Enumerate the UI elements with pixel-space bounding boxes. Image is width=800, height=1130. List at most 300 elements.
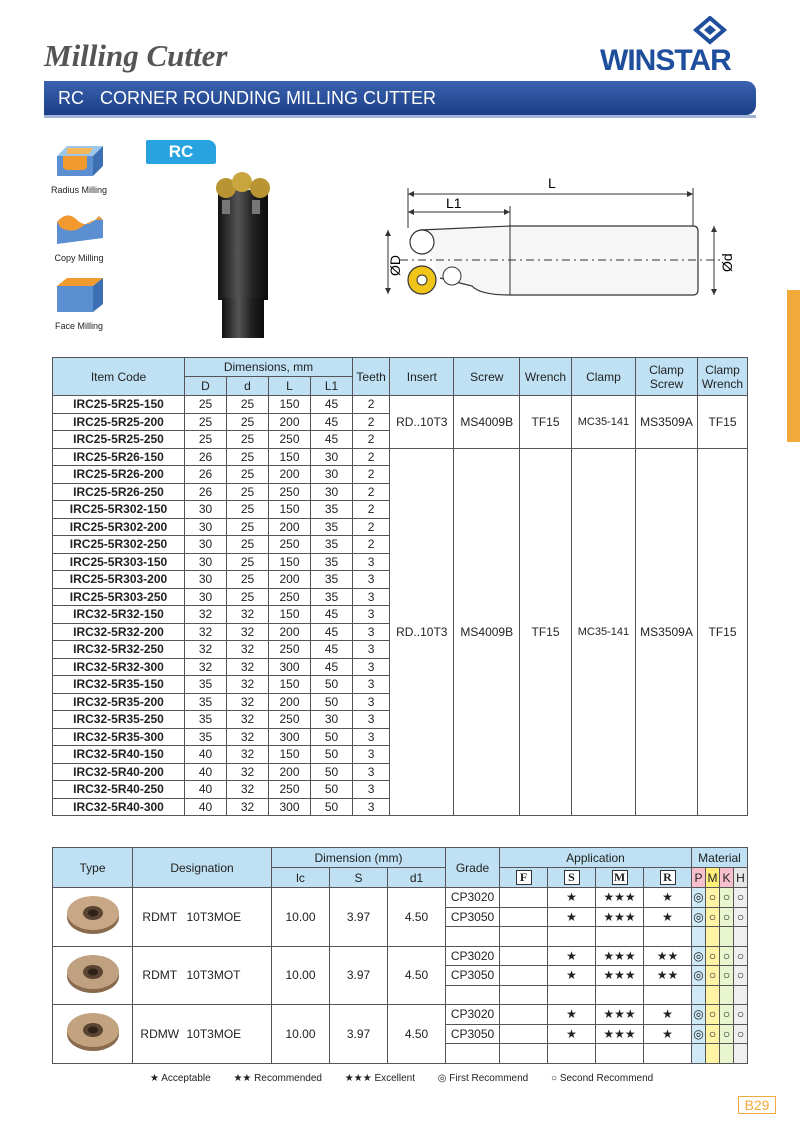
dimension-cell: 45 bbox=[311, 658, 353, 676]
tool-photo bbox=[208, 170, 278, 338]
item-code-cell: IRC25-5R26-150 bbox=[53, 448, 185, 466]
application-M-cell: ★★★ bbox=[596, 1024, 644, 1044]
dimension-cell: 35 bbox=[311, 501, 353, 519]
dimension-cell: 300 bbox=[269, 798, 311, 816]
dimension-cell: 25 bbox=[227, 483, 269, 501]
item-code-cell: IRC25-5R26-250 bbox=[53, 483, 185, 501]
dimension-cell: 45 bbox=[311, 606, 353, 624]
material-K-cell: ○ bbox=[720, 946, 734, 966]
dimension-cell: 50 bbox=[311, 746, 353, 764]
app-letter-M: M bbox=[612, 870, 628, 885]
legend bbox=[150, 1073, 673, 1084]
application-S-cell: ★ bbox=[548, 966, 596, 986]
material-K-cell: ○ bbox=[720, 1024, 734, 1044]
header-designation: Designation bbox=[133, 848, 272, 888]
dimension-cell: 32 bbox=[227, 798, 269, 816]
dimension-cell: 26 bbox=[185, 466, 227, 484]
legend-recommended: ★★ Recommended bbox=[233, 1073, 322, 1084]
dimension-cell: 3 bbox=[353, 728, 390, 746]
header-insert: Insert bbox=[390, 358, 454, 396]
material-P-cell bbox=[692, 985, 706, 1005]
dimension-cell: 30 bbox=[185, 571, 227, 589]
cutter-drawing bbox=[380, 168, 740, 308]
dimension-cell: 32 bbox=[227, 676, 269, 694]
dimension-cell: 25 bbox=[185, 431, 227, 449]
dimension-cell: 50 bbox=[311, 781, 353, 799]
dimension-cell: 3 bbox=[353, 623, 390, 641]
dimension-cell: 250 bbox=[269, 536, 311, 554]
accessory-wrench-cell: TF15 bbox=[520, 396, 572, 449]
insert-row bbox=[53, 888, 748, 908]
page-title: Milling Cutter bbox=[44, 38, 228, 73]
application-F-cell bbox=[500, 927, 548, 947]
item-code-cell: IRC32-5R32-150 bbox=[53, 606, 185, 624]
grade-cell: CP3050 bbox=[446, 966, 500, 986]
dimension-cell: 30 bbox=[185, 518, 227, 536]
insert-series-cell: RDMW bbox=[133, 1005, 187, 1064]
material-M-cell: ○ bbox=[706, 907, 720, 927]
dimension-cell: 35 bbox=[311, 518, 353, 536]
header-mat-P: P bbox=[692, 868, 706, 888]
header-app-R bbox=[644, 868, 692, 888]
dimension-cell: 30 bbox=[311, 466, 353, 484]
dimension-cell: 50 bbox=[311, 676, 353, 694]
insert-series-cell: RDMT bbox=[133, 888, 187, 947]
application-S-cell: ★ bbox=[548, 946, 596, 966]
dimension-cell: 200 bbox=[269, 413, 311, 431]
item-code-cell: IRC25-5R302-150 bbox=[53, 501, 185, 519]
application-R-cell bbox=[644, 1044, 692, 1064]
insert-photo-cell bbox=[53, 888, 133, 947]
dimension-cell: 32 bbox=[227, 641, 269, 659]
material-P-cell: ◎ bbox=[692, 907, 706, 927]
dimension-cell: 32 bbox=[227, 781, 269, 799]
insert-code-cell: 10T3MOE bbox=[187, 1005, 272, 1064]
insert-table bbox=[52, 847, 748, 1064]
dimension-cell: 3 bbox=[353, 658, 390, 676]
insert-photo-cell bbox=[53, 1005, 133, 1064]
dimension-cell: 250 bbox=[269, 711, 311, 729]
insert-lc-cell: 10.00 bbox=[272, 888, 330, 947]
application-M-cell: ★★★ bbox=[596, 907, 644, 927]
material-K-cell: ○ bbox=[720, 888, 734, 908]
dimension-cell: 25 bbox=[227, 553, 269, 571]
application-R-cell: ★ bbox=[644, 907, 692, 927]
dimension-cell: 200 bbox=[269, 763, 311, 781]
material-H-cell: ○ bbox=[734, 1024, 748, 1044]
application-S-cell: ★ bbox=[548, 1024, 596, 1044]
dimension-cell: 200 bbox=[269, 623, 311, 641]
dimension-cell: 35 bbox=[311, 571, 353, 589]
header-app-S bbox=[548, 868, 596, 888]
icon-label: Face Milling bbox=[54, 321, 103, 331]
application-M-cell: ★★★ bbox=[596, 946, 644, 966]
header-grade: Grade bbox=[446, 848, 500, 888]
dimension-cell: 25 bbox=[227, 396, 269, 414]
header-D: D bbox=[185, 377, 227, 396]
application-M-cell bbox=[596, 985, 644, 1005]
material-K-cell: ○ bbox=[720, 907, 734, 927]
dimension-cell: 200 bbox=[269, 693, 311, 711]
dimension-cell: 3 bbox=[353, 571, 390, 589]
accessory-clamp-cell: MC35-141 bbox=[571, 396, 635, 449]
dimension-cell: 30 bbox=[311, 711, 353, 729]
accessory-screw-cell: MS4009B bbox=[454, 396, 520, 449]
item-code-cell: IRC25-5R303-200 bbox=[53, 571, 185, 589]
material-M-cell bbox=[706, 985, 720, 1005]
application-F-cell bbox=[500, 1024, 548, 1044]
table-row bbox=[53, 448, 748, 466]
item-code-cell: IRC32-5R35-200 bbox=[53, 693, 185, 711]
dimension-cell: 3 bbox=[353, 606, 390, 624]
item-code-cell: IRC32-5R32-250 bbox=[53, 641, 185, 659]
item-code-cell: IRC25-5R302-250 bbox=[53, 536, 185, 554]
radius-milling-icon bbox=[53, 138, 105, 178]
application-F-cell bbox=[500, 985, 548, 1005]
material-H-cell: ○ bbox=[734, 907, 748, 927]
insert-row bbox=[53, 946, 748, 966]
accessory-clamp-screw-cell: MS3509A bbox=[636, 396, 698, 449]
dimension-cell: 3 bbox=[353, 746, 390, 764]
insert-code-cell: 10T3MOT bbox=[187, 946, 272, 1005]
material-M-cell bbox=[706, 927, 720, 947]
dimension-cell: 35 bbox=[185, 676, 227, 694]
material-H-cell bbox=[734, 1044, 748, 1064]
dimension-cell: 32 bbox=[227, 728, 269, 746]
dimension-cell: 150 bbox=[269, 448, 311, 466]
page-number: B29 bbox=[738, 1096, 776, 1114]
dimension-cell: 32 bbox=[185, 623, 227, 641]
app-letter-F: F bbox=[516, 870, 532, 885]
dimension-cell: 25 bbox=[185, 413, 227, 431]
logo-text: WINSTAR bbox=[600, 44, 731, 77]
dimension-cell: 3 bbox=[353, 798, 390, 816]
material-K-cell bbox=[720, 927, 734, 947]
application-R-cell bbox=[644, 927, 692, 947]
dimension-cell: 150 bbox=[269, 676, 311, 694]
item-code-cell: IRC32-5R40-250 bbox=[53, 781, 185, 799]
item-code-cell: IRC25-5R26-200 bbox=[53, 466, 185, 484]
dimension-cell: 150 bbox=[269, 396, 311, 414]
application-F-cell bbox=[500, 1044, 548, 1064]
application-F-cell bbox=[500, 966, 548, 986]
dimension-cell: 25 bbox=[185, 396, 227, 414]
dimension-cell: 50 bbox=[311, 798, 353, 816]
dimension-cell: 26 bbox=[185, 448, 227, 466]
item-code-cell: IRC32-5R35-250 bbox=[53, 711, 185, 729]
legend-excellent: ★★★ Excellent bbox=[344, 1073, 416, 1084]
accessory-insert-cell: RD..10T3 bbox=[390, 448, 454, 816]
header-type: Type bbox=[53, 848, 133, 888]
material-P-cell: ◎ bbox=[692, 946, 706, 966]
application-R-cell: ★★ bbox=[644, 966, 692, 986]
header-clamp: Clamp bbox=[571, 358, 635, 396]
dimension-cell: 2 bbox=[353, 448, 390, 466]
material-K-cell bbox=[720, 1044, 734, 1064]
grade-cell bbox=[446, 1044, 500, 1064]
accessory-clamp-wrench-cell: TF15 bbox=[698, 448, 748, 816]
header-screw: Screw bbox=[454, 358, 520, 396]
banner-code: RC bbox=[58, 88, 84, 108]
dimension-cell: 200 bbox=[269, 466, 311, 484]
application-F-cell bbox=[500, 946, 548, 966]
radius-milling-block bbox=[48, 138, 110, 195]
dimension-cell: 35 bbox=[185, 711, 227, 729]
insert-photo-cell bbox=[53, 946, 133, 1005]
dimension-cell: 250 bbox=[269, 483, 311, 501]
item-code-cell: IRC25-5R25-150 bbox=[53, 396, 185, 414]
banner-underline bbox=[44, 115, 756, 118]
dimension-cell: 35 bbox=[311, 588, 353, 606]
product-tag: RC bbox=[146, 140, 216, 164]
dimension-cell: 25 bbox=[227, 501, 269, 519]
application-R-cell: ★ bbox=[644, 888, 692, 908]
application-M-cell: ★★★ bbox=[596, 1005, 644, 1025]
header-d: d bbox=[227, 377, 269, 396]
dimension-cell: 45 bbox=[311, 641, 353, 659]
dimension-cell: 32 bbox=[185, 641, 227, 659]
dimension-cell: 250 bbox=[269, 431, 311, 449]
dim-D-label: ØD bbox=[387, 255, 403, 276]
dimension-cell: 30 bbox=[185, 553, 227, 571]
material-H-cell: ○ bbox=[734, 966, 748, 986]
header-teeth: Teeth bbox=[353, 358, 390, 396]
dimension-cell: 40 bbox=[185, 746, 227, 764]
insert-S-cell: 3.97 bbox=[330, 1005, 388, 1064]
material-H-cell bbox=[734, 927, 748, 947]
material-K-cell: ○ bbox=[720, 966, 734, 986]
dimension-cell: 32 bbox=[227, 606, 269, 624]
dimension-cell: 32 bbox=[227, 746, 269, 764]
dimension-cell: 30 bbox=[185, 536, 227, 554]
dimension-cell: 200 bbox=[269, 518, 311, 536]
dimension-cell: 32 bbox=[227, 763, 269, 781]
dimension-cell: 50 bbox=[311, 763, 353, 781]
app-letter-S: S bbox=[564, 870, 580, 885]
header-item-code: Item Code bbox=[53, 358, 185, 396]
accessory-clamp-screw-cell: MS3509A bbox=[636, 448, 698, 816]
item-code-cell: IRC32-5R32-200 bbox=[53, 623, 185, 641]
dimension-cell: 250 bbox=[269, 641, 311, 659]
header-d1: d1 bbox=[388, 868, 446, 888]
dimension-cell: 25 bbox=[227, 536, 269, 554]
grade-cell: CP3050 bbox=[446, 907, 500, 927]
insert-S-cell: 3.97 bbox=[330, 888, 388, 947]
header-mat-H: H bbox=[734, 868, 748, 888]
dimension-cell: 2 bbox=[353, 518, 390, 536]
dimension-cell: 30 bbox=[311, 483, 353, 501]
application-S-cell: ★ bbox=[548, 907, 596, 927]
material-P-cell: ◎ bbox=[692, 1005, 706, 1025]
dimension-cell: 2 bbox=[353, 413, 390, 431]
dimension-cell: 3 bbox=[353, 641, 390, 659]
dimension-cell: 26 bbox=[185, 483, 227, 501]
accessory-insert-cell: RD..10T3 bbox=[390, 396, 454, 449]
application-R-cell: ★ bbox=[644, 1024, 692, 1044]
legend-acceptable: ★ Acceptable bbox=[150, 1073, 211, 1084]
dimension-cell: 32 bbox=[185, 658, 227, 676]
dimension-cell: 32 bbox=[227, 623, 269, 641]
application-S-cell: ★ bbox=[548, 888, 596, 908]
dimension-cell: 50 bbox=[311, 693, 353, 711]
application-F-cell bbox=[500, 907, 548, 927]
table-row bbox=[53, 396, 748, 414]
item-code-cell: IRC32-5R35-150 bbox=[53, 676, 185, 694]
dimension-cell: 3 bbox=[353, 763, 390, 781]
dimension-cell: 2 bbox=[353, 396, 390, 414]
dimension-cell: 40 bbox=[185, 763, 227, 781]
item-code-cell: IRC25-5R302-200 bbox=[53, 518, 185, 536]
header-L1: L1 bbox=[311, 377, 353, 396]
grade-cell: CP3050 bbox=[446, 1024, 500, 1044]
material-M-cell: ○ bbox=[706, 946, 720, 966]
application-R-cell: ★★ bbox=[644, 946, 692, 966]
item-code-cell: IRC25-5R25-250 bbox=[53, 431, 185, 449]
grade-cell: CP3020 bbox=[446, 946, 500, 966]
header-clamp-screw: Clamp Screw bbox=[636, 358, 698, 396]
dimension-cell: 25 bbox=[227, 466, 269, 484]
item-code-cell: IRC25-5R303-250 bbox=[53, 588, 185, 606]
header-mat-K: K bbox=[720, 868, 734, 888]
material-M-cell: ○ bbox=[706, 1005, 720, 1025]
dimension-cell: 25 bbox=[227, 431, 269, 449]
insert-d1-cell: 4.50 bbox=[388, 1005, 446, 1064]
dimension-cell: 300 bbox=[269, 658, 311, 676]
accessory-clamp-cell: MC35-141 bbox=[571, 448, 635, 816]
item-code-cell: IRC25-5R303-150 bbox=[53, 553, 185, 571]
header-dimension: Dimension (mm) bbox=[272, 848, 446, 868]
header-application: Application bbox=[500, 848, 692, 868]
banner-title: CORNER ROUNDING MILLING CUTTER bbox=[100, 88, 437, 108]
insert-d1-cell: 4.50 bbox=[388, 946, 446, 1005]
insert-photo-icon bbox=[62, 893, 124, 937]
insert-lc-cell: 10.00 bbox=[272, 946, 330, 1005]
dimension-cell: 40 bbox=[185, 798, 227, 816]
dimension-cell: 3 bbox=[353, 711, 390, 729]
dimension-cell: 250 bbox=[269, 781, 311, 799]
application-F-cell bbox=[500, 888, 548, 908]
accessory-clamp-wrench-cell: TF15 bbox=[698, 396, 748, 449]
dimension-cell: 150 bbox=[269, 746, 311, 764]
header-wrench: Wrench bbox=[520, 358, 572, 396]
material-P-cell: ◎ bbox=[692, 888, 706, 908]
dimension-cell: 30 bbox=[185, 501, 227, 519]
dimension-cell: 150 bbox=[269, 606, 311, 624]
material-K-cell: ○ bbox=[720, 1005, 734, 1025]
material-M-cell bbox=[706, 1044, 720, 1064]
dimension-cell: 40 bbox=[185, 781, 227, 799]
dimension-cell: 200 bbox=[269, 571, 311, 589]
header-S: S bbox=[330, 868, 388, 888]
dimension-cell: 50 bbox=[311, 728, 353, 746]
dimension-cell: 30 bbox=[311, 448, 353, 466]
application-R-cell bbox=[644, 985, 692, 1005]
legend-second: ○ Second Recommend bbox=[551, 1073, 654, 1084]
dimension-cell: 32 bbox=[227, 693, 269, 711]
insert-photo-icon bbox=[62, 1010, 124, 1054]
face-milling-icon bbox=[53, 274, 105, 314]
app-letter-R: R bbox=[660, 870, 676, 885]
dimension-cell: 3 bbox=[353, 676, 390, 694]
header-app-M bbox=[596, 868, 644, 888]
dim-L-label: L bbox=[548, 175, 556, 191]
dim-L1-label: L1 bbox=[446, 195, 462, 211]
grade-cell bbox=[446, 985, 500, 1005]
face-milling-block bbox=[48, 274, 110, 331]
item-code-cell: IRC32-5R35-300 bbox=[53, 728, 185, 746]
copy-milling-block bbox=[48, 206, 110, 263]
dimension-cell: 2 bbox=[353, 466, 390, 484]
material-H-cell: ○ bbox=[734, 1005, 748, 1025]
insert-d1-cell: 4.50 bbox=[388, 888, 446, 947]
application-S-cell: ★ bbox=[548, 1005, 596, 1025]
grade-cell: CP3020 bbox=[446, 888, 500, 908]
material-H-cell bbox=[734, 985, 748, 1005]
material-K-cell bbox=[720, 985, 734, 1005]
dimension-cell: 25 bbox=[227, 413, 269, 431]
insert-series-cell: RDMT bbox=[133, 946, 187, 1005]
dimension-cell: 150 bbox=[269, 501, 311, 519]
application-M-cell: ★★★ bbox=[596, 966, 644, 986]
dimension-cell: 45 bbox=[311, 396, 353, 414]
insert-lc-cell: 10.00 bbox=[272, 1005, 330, 1064]
item-code-cell: IRC32-5R32-300 bbox=[53, 658, 185, 676]
insert-row bbox=[53, 1005, 748, 1025]
grade-cell: CP3020 bbox=[446, 1005, 500, 1025]
section-banner bbox=[44, 81, 756, 115]
item-code-cell: IRC32-5R40-200 bbox=[53, 763, 185, 781]
dimension-cell: 150 bbox=[269, 553, 311, 571]
dimension-cell: 25 bbox=[227, 571, 269, 589]
item-code-cell: IRC25-5R25-200 bbox=[53, 413, 185, 431]
dimension-cell: 35 bbox=[185, 693, 227, 711]
application-F-cell bbox=[500, 1005, 548, 1025]
dimension-cell: 25 bbox=[227, 588, 269, 606]
side-tab bbox=[787, 290, 800, 442]
item-code-cell: IRC32-5R40-150 bbox=[53, 746, 185, 764]
header-clamp-wrench: Clamp Wrench bbox=[698, 358, 748, 396]
material-M-cell: ○ bbox=[706, 1024, 720, 1044]
dimension-cell: 30 bbox=[185, 588, 227, 606]
dimension-cell: 32 bbox=[227, 711, 269, 729]
dimension-cell: 2 bbox=[353, 501, 390, 519]
dimension-cell: 250 bbox=[269, 588, 311, 606]
application-M-cell: ★★★ bbox=[596, 888, 644, 908]
header-lc: lc bbox=[272, 868, 330, 888]
dimension-cell: 25 bbox=[227, 448, 269, 466]
material-M-cell: ○ bbox=[706, 888, 720, 908]
accessory-wrench-cell: TF15 bbox=[520, 448, 572, 816]
icon-label: Copy Milling bbox=[54, 253, 104, 263]
dimension-cell: 3 bbox=[353, 693, 390, 711]
dimension-cell: 32 bbox=[227, 658, 269, 676]
dimension-cell: 45 bbox=[311, 623, 353, 641]
dimension-cell: 2 bbox=[353, 536, 390, 554]
dimension-cell: 45 bbox=[311, 431, 353, 449]
application-M-cell bbox=[596, 927, 644, 947]
dimension-cell: 35 bbox=[311, 536, 353, 554]
item-code-cell: IRC32-5R40-300 bbox=[53, 798, 185, 816]
material-P-cell bbox=[692, 927, 706, 947]
dimension-cell: 2 bbox=[353, 483, 390, 501]
header-mat-M: M bbox=[706, 868, 720, 888]
insert-photo-icon bbox=[62, 952, 124, 996]
header-app-F bbox=[500, 868, 548, 888]
dimension-cell: 2 bbox=[353, 431, 390, 449]
material-M-cell: ○ bbox=[706, 966, 720, 986]
dimension-cell: 3 bbox=[353, 553, 390, 571]
application-M-cell bbox=[596, 1044, 644, 1064]
